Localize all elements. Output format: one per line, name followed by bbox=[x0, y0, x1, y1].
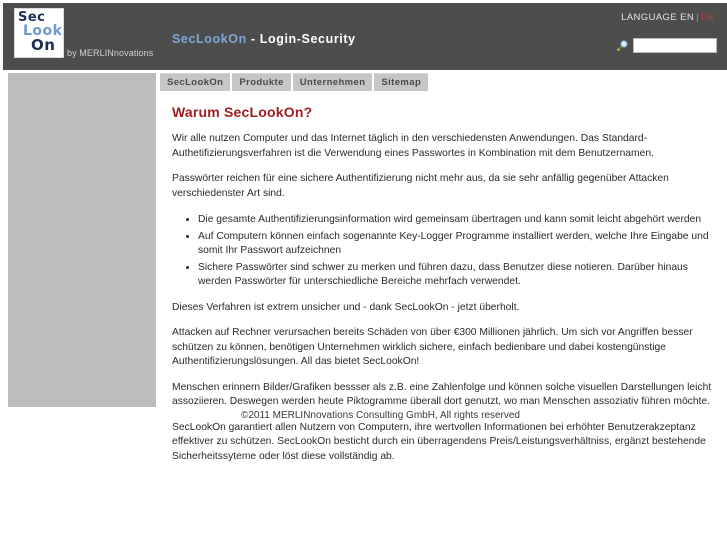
site-title-brand: SecLookOn bbox=[172, 32, 247, 46]
nav-item-produkte[interactable]: Produkte bbox=[232, 73, 290, 91]
logo-line-2: Look bbox=[23, 23, 63, 39]
seclookon-logo[interactable] bbox=[14, 8, 64, 58]
logo-line-1: Sec bbox=[18, 10, 46, 25]
list-item: • Die gesamte Authentifizierungsinformation wird gemeinsam übertragen und kann somit leicht abgehört werden bbox=[198, 212, 715, 228]
footer-copyright: ©2011 MERLINnovations Consulting GmbH, All rights reserved bbox=[241, 410, 520, 421]
search-input[interactable] bbox=[633, 38, 717, 53]
language-switcher bbox=[621, 12, 715, 23]
password-risk-list bbox=[172, 212, 715, 290]
body-paragraph-1: Dieses Verfahren ist extrem unsicher und - dank SecLookOn - jetzt überholt. bbox=[172, 301, 520, 313]
intro-paragraph-2: Passwörter reichen für eine sichere Authentifizierung nicht mehr aus, da sie sehr anfällig gegenüber Attacken verschiedenster Art sind. bbox=[172, 173, 669, 199]
language-separator: | bbox=[696, 12, 699, 23]
nav-item-sitemap[interactable]: Sitemap bbox=[374, 73, 428, 91]
language-current[interactable]: LANGUAGE EN bbox=[621, 12, 695, 23]
left-sidebar bbox=[8, 73, 156, 407]
page-title: Warum SecLookOn? bbox=[172, 104, 313, 120]
body-paragraph-3: Menschen erinnern Bilder/Grafiken bessser als z.B. eine Zahlenfolge und können solche visuellen Darstellungen leicht assoziieren. Deswegen werden heute Piktogramme überall dort genutzt, wo man Menschen assoziativ führen möchte. bbox=[172, 381, 712, 407]
language-link-de[interactable]: DE bbox=[701, 12, 715, 23]
intro-paragraph-1: Wir alle nutzen Computer und das Internet täglich in den verschiedensten Anwendungen. Das Standard-Authetifizierungsverfahren ist die Verwendung eines Passwortes in Kombination mit dem Benutzernamen. bbox=[172, 133, 654, 159]
logo-byline: by MERLINnovations bbox=[67, 48, 154, 58]
page-title-header bbox=[172, 32, 356, 46]
nav-item-unternehmen[interactable]: Unternehmen bbox=[293, 73, 373, 91]
search-icon[interactable] bbox=[615, 39, 629, 53]
main-navigation bbox=[160, 73, 428, 91]
site-title-rest: - Login-Security bbox=[246, 32, 356, 46]
list-item: • Sichere Passwörter sind schwer zu merken und führen dazu, dass Benutzer diese notieren. Darüber hinaus werden Passwörter für unterschiedliche Bereiche mehrfach verwendet. bbox=[198, 260, 715, 290]
search-area bbox=[615, 38, 717, 53]
body-paragraph-4: SecLookOn garantiert allen Nutzern von Computern, ihre wertvollen Informationen bei erhöhter Benutzerakzeptanz effektiver zu schützen. SecLookOn besticht durch ein überragendens Preis/Leistungsverhältniss, ergänzt bestehende Sicherheitssyteme oder löst diese vollständig ab. bbox=[172, 421, 706, 462]
body-paragraph-2: Attacken auf Rechner verursachen bereits Schäden von über €300 Millionen jährlich. Um sich vor Angriffen besser schützen zu können, benötigen Unternehmen wirklich sichere, einfach bedienbare und dabei kostengünstige Authentifizierungslösungen. All das bietet SecLookOn! bbox=[172, 327, 693, 367]
logo-line-3: On bbox=[31, 36, 56, 54]
list-item: • Auf Computern können einfach sogenannte Key-Logger Programme installiert werden, welche Ihre Eingabe und somit Ihr Passwort aufzeichnen bbox=[198, 229, 715, 259]
site-header bbox=[3, 3, 727, 70]
nav-item-seclookon[interactable]: SecLookOn bbox=[160, 73, 230, 91]
